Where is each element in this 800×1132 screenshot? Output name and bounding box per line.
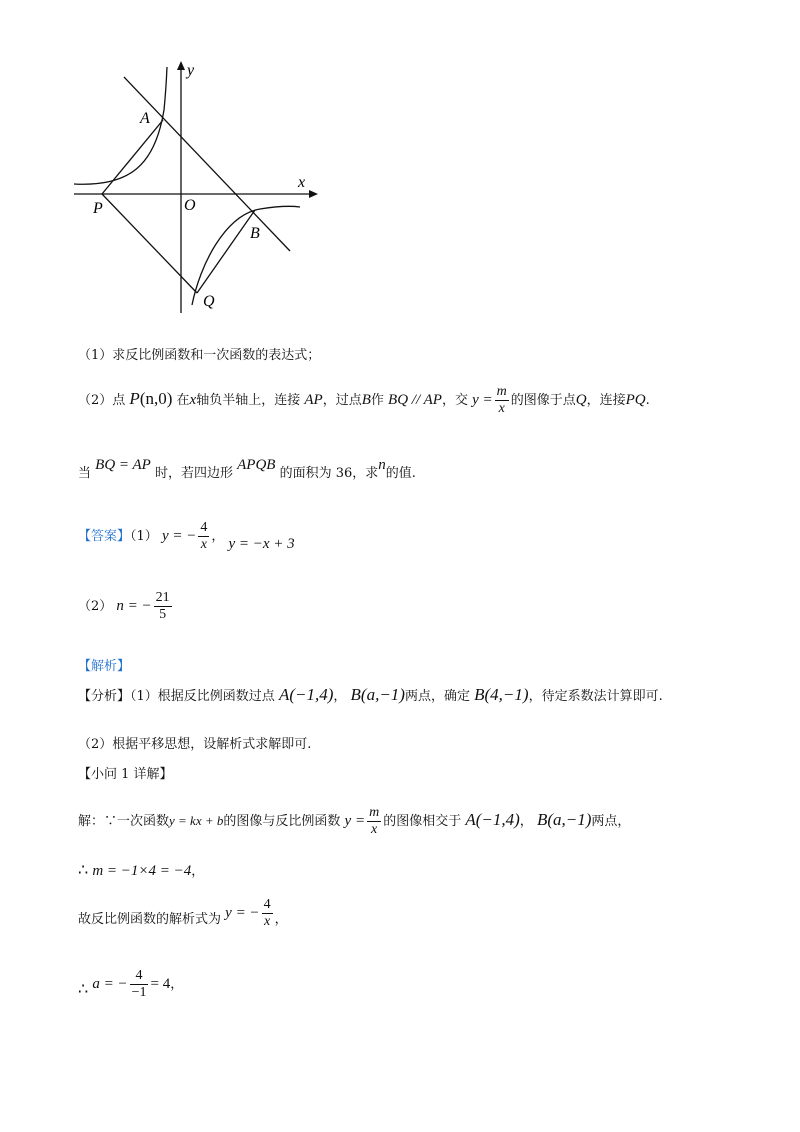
q2-q-var: Q <box>575 392 587 408</box>
sol1-t3: 的图像相交于 <box>383 814 462 829</box>
sol2-eq: m = −1×4 = −4 <box>92 863 192 879</box>
sol3-t1: 故反比例函数的解析式为 <box>78 912 222 927</box>
xiaowen-heading: 【小问 1 详解】 <box>78 767 173 782</box>
q2-t7: ，连接 <box>586 393 626 408</box>
q2-point-args: (n,0) <box>139 389 173 408</box>
q2-x-var: x <box>189 392 197 408</box>
fenxi-point-B2: B(4,−1) <box>474 685 529 704</box>
x-axis-arrow <box>309 190 318 198</box>
answer-fraction <box>198 520 209 553</box>
sol1-t4: 两点， <box>591 814 631 829</box>
answer2-frac-num: 21 <box>155 590 170 605</box>
answer-line-2 <box>78 590 174 623</box>
q2-frac-den: x <box>498 401 505 416</box>
analysis-tag: 【解析】 <box>78 659 131 674</box>
label-P: P <box>93 200 103 217</box>
solution-line-3 <box>78 897 288 936</box>
answer2-fraction <box>154 590 172 623</box>
q2-point-P: P <box>129 389 140 408</box>
answer-sep: ， <box>211 529 225 544</box>
sol4-end: ， <box>170 977 184 992</box>
question-2-cont <box>78 457 416 482</box>
sol1-point-A: A(−1,4) <box>465 810 520 829</box>
label-A: A <box>140 110 150 127</box>
fenxi-tag: 【分析】 <box>78 689 131 704</box>
fenxi-line-2: （2）根据平移思想，设解析式求解即可. <box>78 737 312 752</box>
function-figure <box>60 55 330 325</box>
q2b-t4: 的值. <box>385 466 416 481</box>
label-Q: Q <box>203 293 215 310</box>
answer2-frac-den: 5 <box>159 607 167 622</box>
solution-line-1 <box>78 805 630 838</box>
sol4-a-eq: a = − <box>92 976 128 992</box>
sol1-point-B: B(a,−1) <box>536 810 592 829</box>
q2-bq-parallel-ap: BQ // AP <box>388 392 442 408</box>
fenxi-t2: 两点，确定 <box>404 689 470 704</box>
q2b-eq: BQ = AP <box>95 457 151 473</box>
fenxi-t3: ，待定系数法计算即可. <box>528 689 663 704</box>
hyperbola-branch-lower-right <box>192 206 300 305</box>
sol1-t2: 的图像与反比例函数 <box>223 814 341 829</box>
q2b-t2: 时，若四边形 <box>154 466 233 481</box>
sol4-frac-num: 4 <box>130 968 149 985</box>
sol1-c1: ， <box>519 814 533 829</box>
q2-y-eq: y = <box>472 392 493 408</box>
sol1-frac-num: m <box>369 805 380 820</box>
answer-line-1 <box>78 520 295 553</box>
fenxi-line <box>78 685 663 705</box>
segment-PA <box>102 120 163 194</box>
sol3-frac-num: 4 <box>263 897 271 912</box>
fenxi-point-B: B(a,−1) <box>350 685 405 704</box>
sol1-t1: 解：∵一次函数 <box>78 814 170 829</box>
sol4-rest: = 4 <box>150 976 171 992</box>
question-1 <box>78 344 320 363</box>
sol3-end: ， <box>274 912 288 927</box>
q2-pq: PQ <box>625 392 646 408</box>
q2-fraction <box>495 384 509 417</box>
q2-ap: AP <box>304 392 323 408</box>
sol1-frac-den: x <box>371 822 378 837</box>
q2-frac-num: m <box>496 384 507 399</box>
q2b-quad: APQB <box>237 457 276 473</box>
sol1-y-eq: y = <box>344 813 366 829</box>
q2b-t1: 当 <box>78 466 92 481</box>
answer-p1: （1） <box>130 529 158 544</box>
fenxi-t1: （1）根据反比例函数过点 <box>130 689 275 704</box>
q2-t1: 在 <box>176 393 190 408</box>
label-O: O <box>184 197 196 214</box>
sol3-frac-den: x <box>263 914 271 929</box>
answer-n-eq: n = − <box>116 598 152 614</box>
q2b-t3: 的面积为 36，求 <box>279 466 379 481</box>
sol2-therefore: ∴ <box>78 860 89 879</box>
sol1-linear: y = kx + b <box>169 813 224 828</box>
label-y: y <box>187 62 195 79</box>
q2b-n-var: n <box>378 457 386 473</box>
sol3-fraction <box>262 897 273 930</box>
q2-t4: 作 <box>370 393 384 408</box>
answer-linear: y = −x + 3 <box>228 536 295 552</box>
q2-t6: 的图像于点 <box>510 393 576 408</box>
answer-frac-num: 4 <box>200 520 208 535</box>
sol4-fraction <box>130 968 149 1001</box>
sol4-therefore: ∴ <box>78 979 89 998</box>
label-x: x <box>298 174 306 191</box>
q2-t3: ，过点 <box>322 393 362 408</box>
solution-line-2 <box>78 860 204 880</box>
sol4-frac-den: −1 <box>131 985 147 1000</box>
segment-QB <box>197 210 255 293</box>
answer-frac-den: x <box>200 537 207 552</box>
fenxi-c1: ， <box>333 689 347 704</box>
label-B: B <box>250 225 260 242</box>
solution-line-4 <box>78 968 183 1001</box>
fenxi-point-A: A(−1,4) <box>278 685 334 704</box>
segment-PQ <box>102 194 197 293</box>
question-1-text: （1）求反比例函数和一次函数的表达式； <box>78 348 321 363</box>
answer-tag: 【答案】 <box>78 529 131 544</box>
answer-p2: （2） <box>78 599 113 614</box>
question-2 <box>78 384 650 417</box>
q2-b-var: B <box>361 392 371 408</box>
q2-t8: . <box>645 393 650 408</box>
q2-t5: ，交 <box>441 393 468 408</box>
y-axis-arrow <box>177 61 185 70</box>
hyperbola-branch-upper-left <box>74 67 167 184</box>
q2-prefix: （2）点 <box>78 393 126 408</box>
sol3-y-eq: y = − <box>225 905 260 921</box>
sol2-end: ， <box>191 864 205 879</box>
answer-y-eq: y = − <box>161 528 197 544</box>
q2-t2: 轴负半轴上，连接 <box>196 393 301 408</box>
linear-function-line <box>124 77 290 251</box>
sol1-fraction <box>367 805 381 838</box>
